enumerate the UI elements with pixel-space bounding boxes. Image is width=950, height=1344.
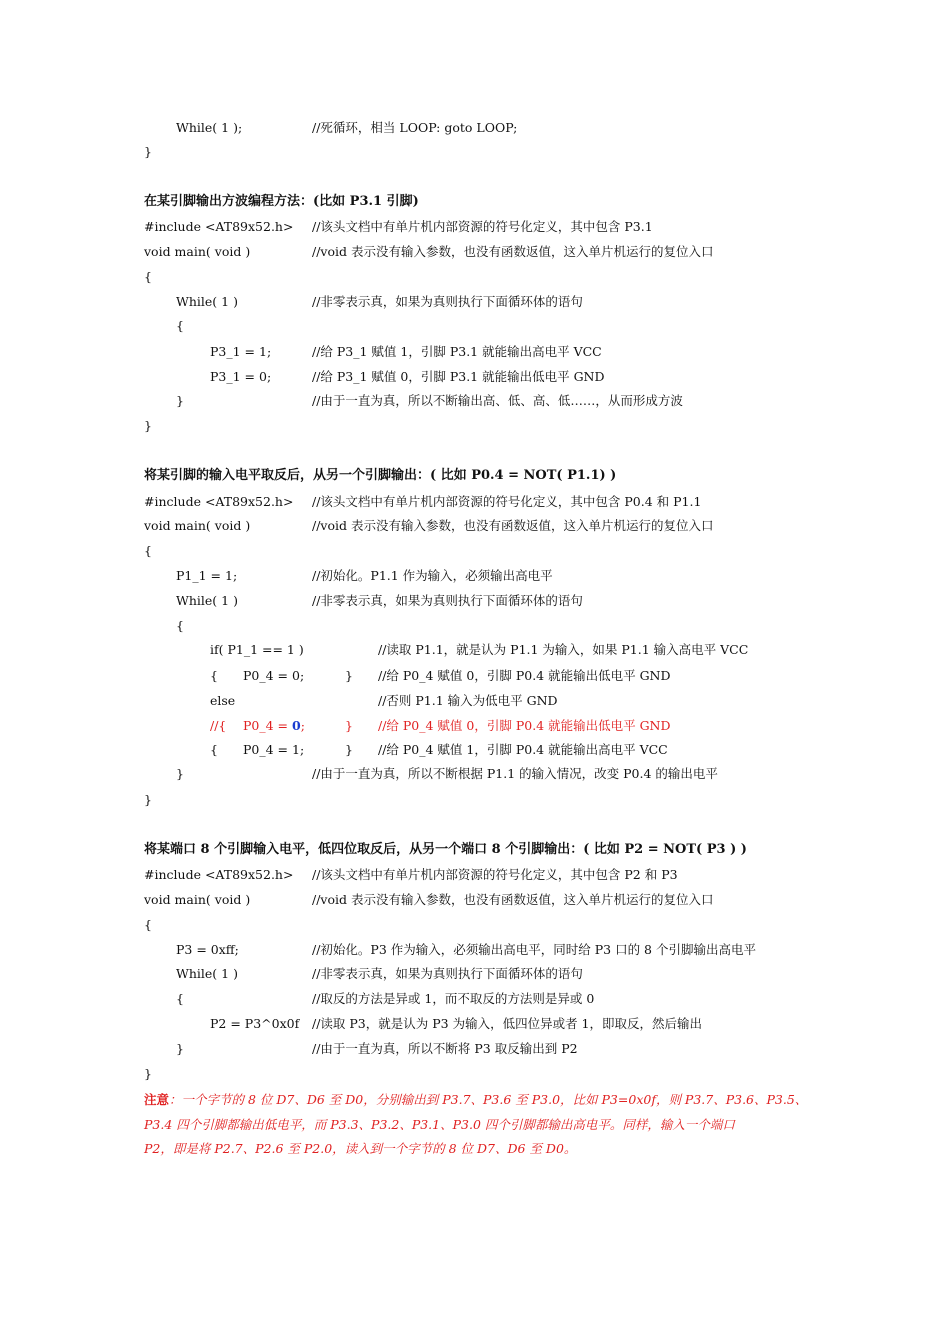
code-brace: } bbox=[345, 668, 353, 683]
code-brace: { bbox=[176, 318, 184, 333]
code-commented-statement-prefix: P0_4 = bbox=[243, 718, 292, 733]
code-brace: { bbox=[210, 742, 218, 757]
code-main: void main( void ) bbox=[144, 244, 251, 259]
code-comment: //否则 P1.1 输入为低电平 GND bbox=[378, 693, 558, 708]
code-comment: //该头文档中有单片机内部资源的符号化定义，其中包含 P3.1 bbox=[312, 219, 653, 234]
note-paragraph bbox=[144, 1088, 816, 1162]
code-statement: P3_1 = 0; bbox=[210, 369, 272, 384]
code-brace: } bbox=[176, 766, 184, 781]
section-heading-square-wave: 在某引脚输出方波编程方法：(比如 P3.1 引脚) bbox=[144, 194, 419, 209]
code-if: if( P1_1 == 1 ) bbox=[210, 642, 304, 657]
code-statement: P3_1 = 1; bbox=[210, 344, 272, 359]
code-include: #include <AT89x52.h> bbox=[144, 867, 294, 882]
code-comment: //取反的方法是异或 1，而不取反的方法则是异或 0 bbox=[312, 991, 595, 1006]
code-comment: //void 表示没有输入参数，也没有函数返值，这入单片机运行的复位入口 bbox=[312, 244, 714, 259]
code-while: While( 1 ) bbox=[176, 294, 238, 309]
code-comment: //由于一直为真，所以不断将 P3 取反输出到 P2 bbox=[312, 1041, 578, 1056]
code-brace: } bbox=[176, 393, 184, 408]
code-statement: P2 = P3^0x0f bbox=[210, 1016, 300, 1031]
code-comment: //该头文档中有单片机内部资源的符号化定义，其中包含 P2 和 P3 bbox=[312, 867, 678, 882]
code-while-loop: While( 1 ); bbox=[176, 120, 243, 135]
code-include: #include <AT89x52.h> bbox=[144, 494, 294, 509]
code-commented-statement-suffix: ; bbox=[300, 718, 305, 733]
note-line-1: ：一个字节的 8 位 D7、D6 至 D0，分别输出到 P3.7、P3.6 至 P3.0，比如 P3=0x0f，则 P3.7、P3.6、P3.5、 bbox=[169, 1092, 808, 1107]
code-comment: //void 表示没有输入参数，也没有函数返值，这入单片机运行的复位入口 bbox=[312, 518, 714, 533]
code-brace: { bbox=[176, 991, 184, 1006]
section-heading-invert-pin: 将某引脚的输入电平取反后，从另一个引脚输出：( 比如 P0.4 = NOT( P1.1) ) bbox=[144, 468, 617, 483]
note-line-2: P3.4 四个引脚都输出低电平，而 P3.3、P3.2、P3.1、P3.0 四个引脚都输出高电平。同样，输入一个端口 bbox=[144, 1116, 735, 1132]
code-comment: //给 P0_4 赋值 1，引脚 P0.4 就能输出高电平 VCC bbox=[378, 742, 668, 757]
code-brace: { bbox=[144, 269, 152, 284]
section-heading-invert-port: 将某端口 8 个引脚输入电平，低四位取反后，从另一个端口 8 个引脚输出：( 比如 P2 = NOT( P3 ) ) bbox=[144, 842, 747, 857]
code-comment: //由于一直为真，所以不断根据 P1.1 的输入情况，改变 P0.4 的输出电平 bbox=[312, 766, 718, 781]
code-brace: } bbox=[345, 742, 353, 757]
code-comment: //读取 P1.1，就是认为 P1.1 为输入，如果 P1.1 输入高电平 VCC bbox=[378, 642, 749, 657]
note-label: 注意 bbox=[144, 1092, 170, 1107]
code-while: While( 1 ) bbox=[176, 966, 238, 981]
note-line-3: P2，即是将 P2.7、P2.6 至 P2.0，读入到一个字节的 8 位 D7、D6 至 D0。 bbox=[144, 1141, 577, 1156]
code-else: else bbox=[210, 693, 236, 708]
code-comment: //读取 P3，就是认为 P3 为输入，低四位异或者 1，即取反，然后输出 bbox=[312, 1016, 702, 1031]
code-comment: //给 P0_4 赋值 0，引脚 P0.4 就能输出低电平 GND bbox=[378, 668, 671, 683]
code-statement: P0_4 = 0; bbox=[243, 668, 305, 683]
code-comment: //死循环，相当 LOOP: goto LOOP; bbox=[312, 120, 518, 135]
code-comment: //由于一直为真，所以不断输出高、低、高、低……，从而形成方波 bbox=[312, 393, 683, 408]
code-comment: //初始化。P3 作为输入，必须输出高电平，同时给 P3 口的 8 个引脚输出高电平 bbox=[312, 942, 756, 957]
code-while: While( 1 ) bbox=[176, 593, 238, 608]
code-comment: //非零表示真，如果为真则执行下面循环体的语句 bbox=[312, 294, 583, 309]
code-comment: //该头文档中有单片机内部资源的符号化定义，其中包含 P0.4 和 P1.1 bbox=[312, 494, 702, 509]
code-brace: { bbox=[210, 668, 218, 683]
code-brace: } bbox=[176, 1041, 184, 1056]
code-commented-brace: //{ bbox=[210, 718, 227, 733]
code-comment: //给 P0_4 赋值 0，引脚 P0.4 就能输出低电平 GND bbox=[378, 718, 671, 733]
code-brace: { bbox=[144, 543, 152, 558]
code-brace: } bbox=[144, 418, 152, 433]
code-statement: P0_4 = 1; bbox=[243, 742, 305, 757]
code-main: void main( void ) bbox=[144, 518, 251, 533]
code-comment: //初始化。P1.1 作为输入，必须输出高电平 bbox=[312, 568, 553, 583]
code-brace: { bbox=[176, 618, 184, 633]
code-comment: //给 P3_1 赋值 1，引脚 P3.1 就能输出高电平 VCC bbox=[312, 344, 602, 359]
code-commented-statement bbox=[243, 718, 305, 734]
code-brace: } bbox=[144, 792, 152, 807]
code-main: void main( void ) bbox=[144, 892, 251, 907]
code-include: #include <AT89x52.h> bbox=[144, 219, 294, 234]
code-comment: //非零表示真，如果为真则执行下面循环体的语句 bbox=[312, 593, 583, 608]
code-statement: P3 = 0xff; bbox=[176, 942, 239, 957]
code-brace: } bbox=[144, 144, 152, 159]
code-commented-brace: } bbox=[345, 718, 353, 733]
code-comment: //给 P3_1 赋值 0，引脚 P3.1 就能输出低电平 GND bbox=[312, 369, 605, 384]
code-brace: { bbox=[144, 917, 152, 932]
code-statement: P1_1 = 1; bbox=[176, 568, 238, 583]
code-brace: } bbox=[144, 1066, 152, 1081]
code-comment: //void 表示没有输入参数，也没有函数返值，这入单片机运行的复位入口 bbox=[312, 892, 714, 907]
code-comment: //非零表示真，如果为真则执行下面循环体的语句 bbox=[312, 966, 583, 981]
code-commented-statement-value: 0 bbox=[292, 718, 301, 733]
